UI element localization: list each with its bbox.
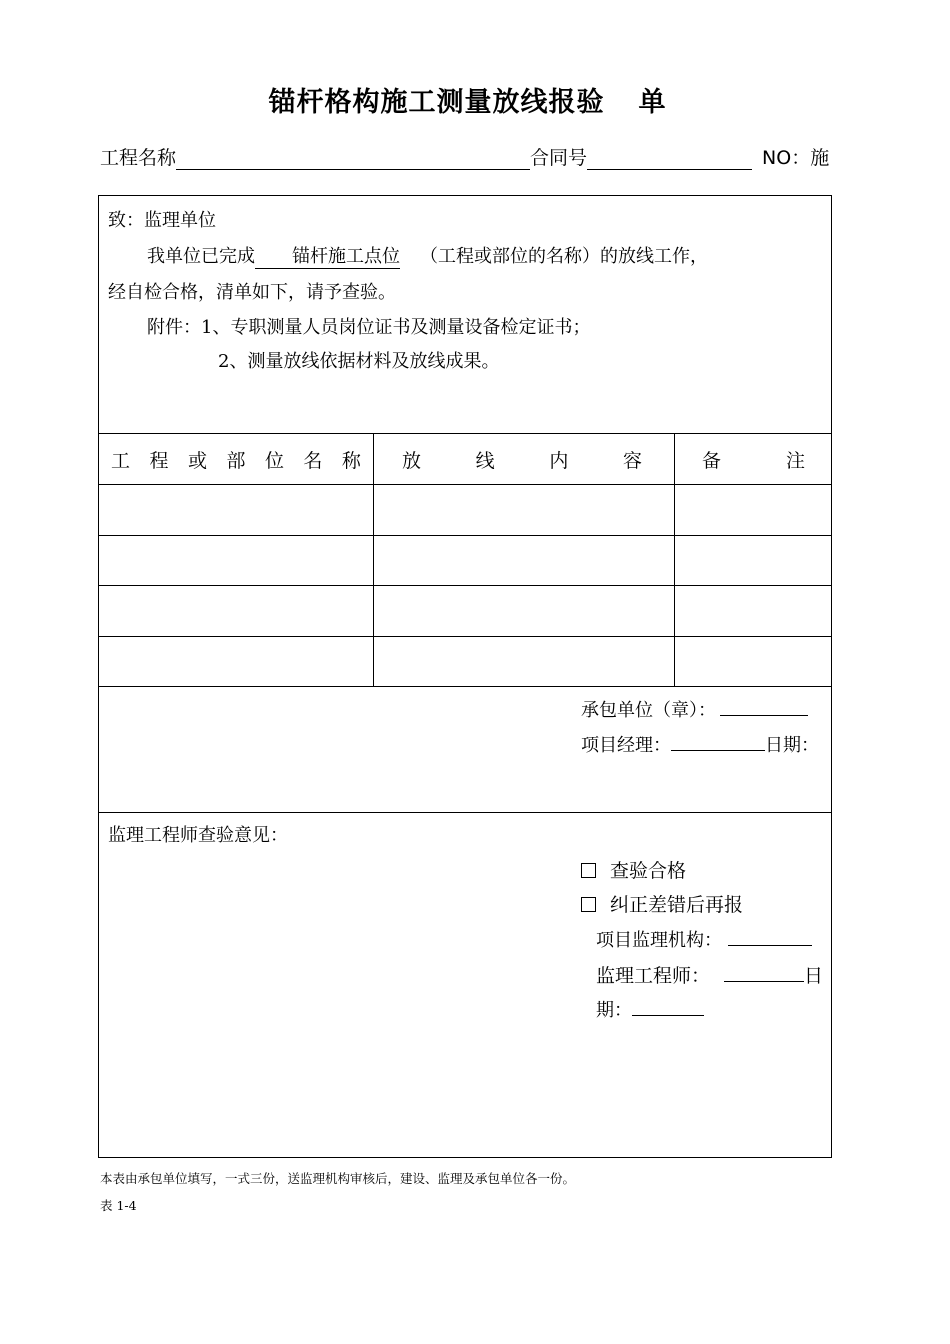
addressee: 致：监理单位 <box>108 210 216 231</box>
table-cell[interactable] <box>374 637 674 686</box>
header-char: 程 <box>149 450 169 472</box>
divider <box>99 812 831 813</box>
supervision-date-label-cont: 期： <box>596 1000 632 1021</box>
contractor-seal-field[interactable] <box>720 697 808 716</box>
attachment-2: 2、测量放线依据材料及放线成果。 <box>218 351 500 372</box>
self-check-statement: 经自检合格，清单如下，请予查验。 <box>108 282 396 303</box>
table-cell[interactable] <box>374 586 674 636</box>
option-approved[interactable] <box>581 856 686 883</box>
statement-suffix: （工程或部位的名称）的放线工作， <box>420 246 708 267</box>
header-char: 或 <box>187 450 207 472</box>
form-number: 表 1-4 <box>100 1198 137 1213</box>
table-cell[interactable] <box>374 485 674 535</box>
option-resubmit-label: 纠正差错后再报 <box>610 894 744 916</box>
supervision-org <box>596 926 812 952</box>
column-header-remarks <box>702 446 805 473</box>
column-header-location <box>111 446 361 473</box>
checkbox[interactable] <box>581 863 596 878</box>
divider <box>99 686 831 687</box>
project-manager-field[interactable] <box>671 732 765 751</box>
table-cell[interactable] <box>675 637 830 686</box>
supervising-engineer-field[interactable] <box>724 963 804 982</box>
form-frame <box>98 195 832 1158</box>
supervision-org-field[interactable] <box>728 927 812 946</box>
table-cell[interactable] <box>675 586 830 636</box>
table-cell[interactable] <box>99 586 373 636</box>
table-cell[interactable] <box>99 637 373 686</box>
attachment-label: 附件： <box>147 317 201 338</box>
supervising-engineer <box>596 961 823 988</box>
supervising-engineer-label: 监理工程师： <box>596 965 711 987</box>
footer-note: 本表由承包单位填写，一式三份，送监理机构审核后，建设、监理及承包单位各一份。 <box>100 1171 576 1186</box>
completion-statement <box>147 242 708 269</box>
header-char: 工 <box>111 450 131 472</box>
attachment-1 <box>147 313 590 339</box>
form-header <box>100 143 835 173</box>
table-cell[interactable] <box>675 485 830 535</box>
header-char: 内 <box>549 450 569 472</box>
project-manager-label: 项目经理： <box>581 735 671 756</box>
statement-prefix: 我单位已完成 <box>147 246 255 267</box>
column-header-content <box>402 446 642 473</box>
divider <box>99 433 831 434</box>
supervision-date-field[interactable] <box>632 997 704 1016</box>
work-item-value: 锚杆施工点位 <box>292 246 400 267</box>
project-name-field[interactable] <box>176 147 530 170</box>
supervision-org-label: 项目监理机构： <box>596 930 722 951</box>
header-char: 部 <box>226 450 246 472</box>
supervision-date-label: 日 <box>804 965 824 987</box>
option-resubmit[interactable] <box>581 890 743 917</box>
header-char: 备 <box>702 450 722 472</box>
project-name-label: 工程名称 <box>100 147 177 169</box>
header-char: 放 <box>402 450 422 472</box>
attachment-1-text: 1、专职测量人员岗位证书及测量设备检定证书； <box>201 317 591 338</box>
table-cell[interactable] <box>675 536 830 585</box>
contract-no-field[interactable] <box>587 147 752 170</box>
header-char: 位 <box>264 450 284 472</box>
page-title <box>0 80 935 119</box>
title-main: 锚杆格构施工测量放线报验 <box>268 87 605 118</box>
form-number-label: NO：施 <box>762 147 830 169</box>
table-cell[interactable] <box>99 485 373 535</box>
project-manager <box>581 731 819 757</box>
opinion-label: 监理工程师查验意见： <box>108 825 288 846</box>
header-char: 线 <box>475 450 495 472</box>
option-approved-label: 查验合格 <box>610 860 687 882</box>
contract-no-label: 合同号 <box>530 147 588 169</box>
header-char: 名 <box>303 450 323 472</box>
contractor-unit-label: 承包单位（章）： <box>581 700 716 721</box>
contractor-unit <box>581 696 808 722</box>
contractor-date-label: 日期： <box>765 735 819 756</box>
header-char: 容 <box>622 450 642 472</box>
work-item-field[interactable] <box>255 242 400 269</box>
header-char: 称 <box>341 450 361 472</box>
header-char: 注 <box>785 450 805 472</box>
table-cell[interactable] <box>99 536 373 585</box>
title-tail: 单 <box>638 87 667 118</box>
table-cell[interactable] <box>374 536 674 585</box>
supervision-date <box>596 996 704 1022</box>
checkbox[interactable] <box>581 897 596 912</box>
